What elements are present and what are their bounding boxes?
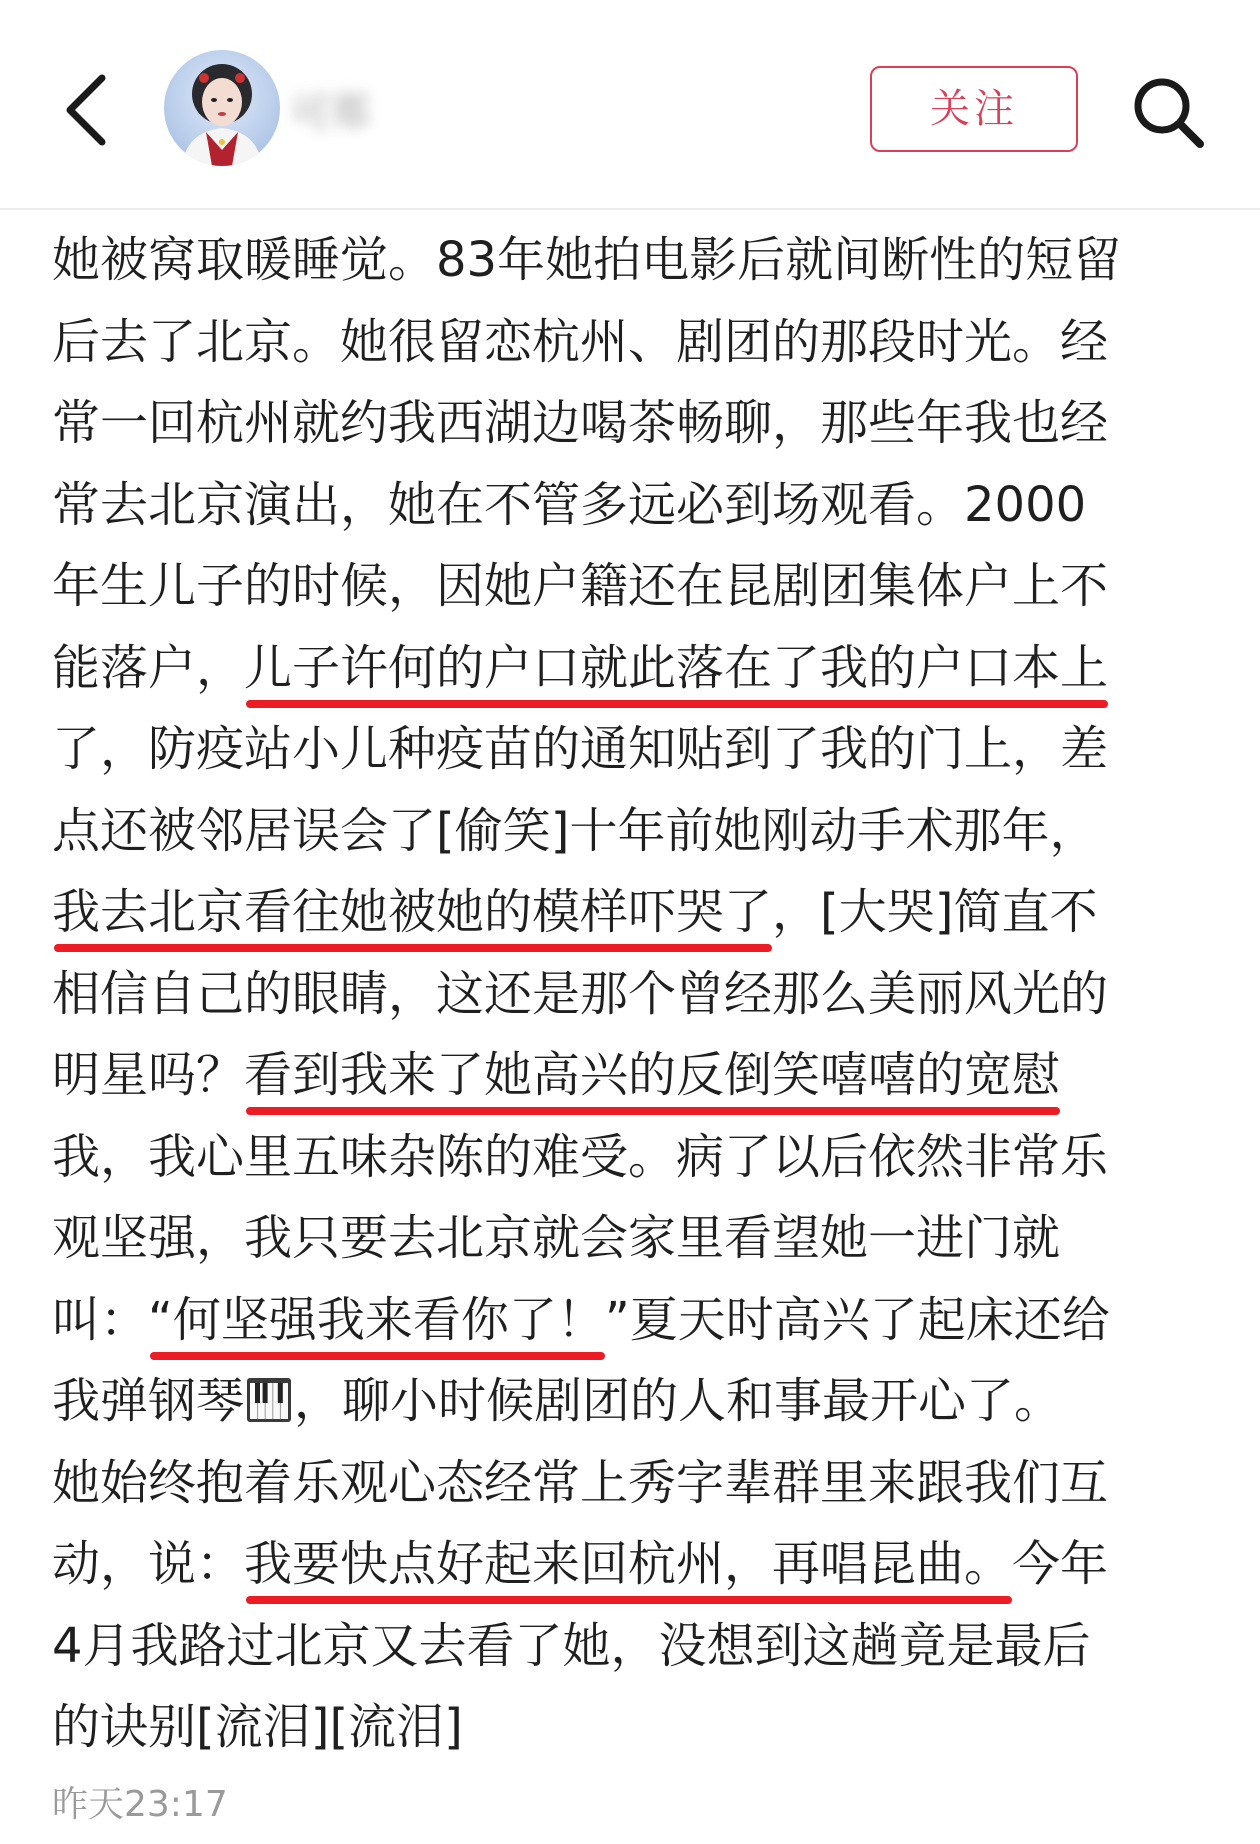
highlighted-text: 我要快点好起来回杭州，再唱昆曲。: [244, 1536, 1013, 1592]
text-line: [52, 383, 1212, 465]
text-line: [52, 1198, 1212, 1280]
text-segment: 4月我路过北京又去看了她，没想到这趟竟是最后: [52, 1617, 1091, 1674]
text-line: [52, 1687, 1212, 1769]
text-segment: 了，防疫站小儿种疫苗的通知贴到了我的门上，差: [52, 721, 1109, 777]
text-segment: 能落户，: [52, 639, 245, 696]
text-line: [52, 628, 1212, 710]
text-line: [52, 1280, 1212, 1362]
text-line: [52, 302, 1212, 384]
text-segment: ，[大哭]简直不: [772, 884, 1098, 940]
text-line: [52, 1035, 1212, 1117]
avatar[interactable]: [164, 50, 280, 166]
post-body: [52, 220, 1212, 1769]
text-line: [52, 1117, 1212, 1199]
highlighted-text: “何坚强我来看你了！: [148, 1291, 605, 1348]
text-segment: 她始终抱着乐观心态经常上秀字辈群里来跟我们互: [52, 1454, 1109, 1511]
text-segment: 常一回杭州就约我西湖边喝茶畅聊，那些年我也经: [52, 395, 1109, 451]
search-icon[interactable]: [1130, 74, 1206, 150]
top-bar: [0, 0, 1260, 210]
text-line: [52, 1361, 1212, 1443]
text-segment: 她被窝取暖睡觉。83年她拍电影后就间断性的短留: [52, 232, 1122, 288]
text-segment: 的诀别[流泪][流泪]: [52, 1699, 463, 1755]
follow-button[interactable]: 关注: [870, 66, 1078, 152]
piano-icon: [246, 1367, 292, 1413]
text-segment: 后去了北京。她很留恋杭州、剧团的那段时光。经: [52, 313, 1109, 370]
text-segment: 今年: [1012, 1536, 1109, 1592]
text-segment: 观坚强，我只要去北京就会家里看望她一进门就: [52, 1210, 1061, 1266]
text-segment: 相信自己的眼睛，这还是那个曾经那么美丽风光的: [52, 965, 1109, 1022]
text-segment: 叫：: [52, 1291, 149, 1348]
text-segment: 点还被邻居误会了[偷笑]十年前她刚动手术那年，: [52, 802, 1098, 859]
text-segment: 我，我心里五味杂陈的难受。病了以后依然非常乐: [52, 1128, 1109, 1185]
post-timestamp: 昨天23:17: [52, 1784, 228, 1825]
text-line: [52, 220, 1212, 302]
text-line: [52, 1443, 1212, 1525]
text-segment: 常去北京演出，她在不管多远必到场观看。2000: [52, 476, 1087, 533]
text-line: [52, 1606, 1212, 1688]
username[interactable]: 可郑: [290, 90, 370, 136]
text-line: [52, 1524, 1212, 1606]
text-segment: 年生儿子的时候，因她户籍还在昆剧团集体户上不: [52, 558, 1109, 614]
back-arrow-icon[interactable]: [58, 72, 114, 148]
text-line: [52, 872, 1212, 954]
text-segment: ”夏天时高兴了起床还给: [604, 1291, 1110, 1348]
text-segment: 动，说：: [52, 1536, 245, 1592]
text-line: [52, 465, 1212, 547]
text-segment: 我弹钢琴: [52, 1373, 245, 1429]
text-line: [52, 791, 1212, 873]
text-line: [52, 954, 1212, 1036]
highlighted-text: 儿子许何的户口就此落在了我的户口本上: [244, 639, 1109, 696]
highlighted-text: 我去北京看往她被她的模样吓哭了: [52, 884, 773, 940]
text-line: [52, 709, 1212, 791]
text-segment: ，聊小时候剧团的人和事最开心了。: [294, 1373, 1063, 1429]
text-line: [52, 546, 1212, 628]
highlighted-text: 看到我来了她高兴的反倒笑嘻嘻的宽慰: [244, 1047, 1061, 1103]
text-segment: 明星吗？: [52, 1047, 245, 1103]
